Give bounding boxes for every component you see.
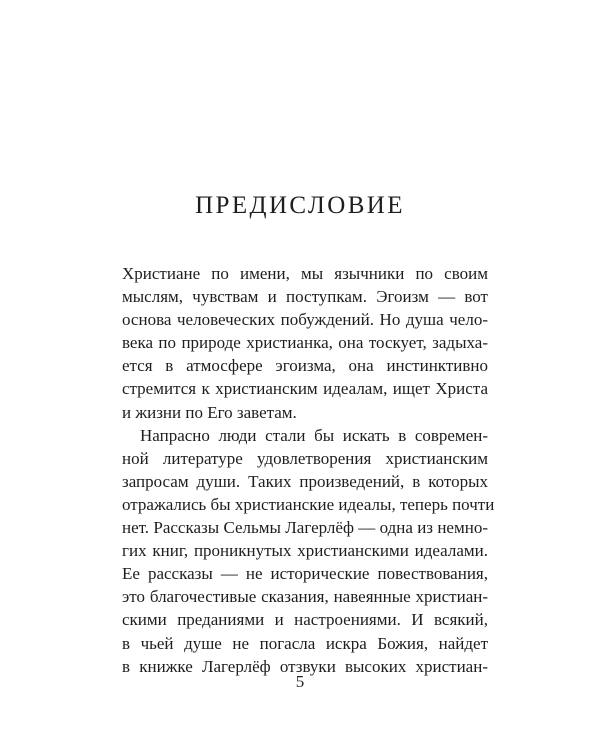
text-line: основа человеческих побуждений. Но душа чело- [122, 310, 488, 330]
body-text [122, 262, 495, 678]
text-line: века по природе христианка, она тоскует, задыха- [122, 333, 488, 353]
text-line: в чьей душе не погасла искра Божия, найдет [122, 633, 488, 653]
text-line: запросам души. Таких произведений, в которых [122, 471, 488, 491]
text-line: это благочестивые сказания, навеянные христиан- [122, 587, 488, 607]
text-line: Ее рассказы — не исторические повествования, [122, 564, 488, 584]
text-line: отражались бы христианские идеалы, теперь почти [122, 494, 495, 514]
text-line: ется в атмосфере эгоизма, она инстинктивно [122, 356, 488, 376]
text-line: в книжке Лагерлёф отзвуки высоких христиан- [122, 656, 488, 676]
text-line: нет. Рассказы Сельмы Лагерлёф — одна из немно- [122, 518, 488, 538]
text-line: Напрасно люди стали бы искать в современ- [140, 425, 488, 445]
text-line: скими преданиями и настроениями. И всякий, [122, 610, 488, 630]
text-line: гих книг, проникнутых христианскими идеалами. [122, 541, 488, 561]
text-line: Христиане по имени, мы язычники по своим [122, 264, 488, 283]
text-line: ной литературе удовлетворения христианским [122, 448, 488, 468]
text-line: мыслям, чувствам и поступкам. Эгоизм — вот [122, 287, 488, 307]
page-number: 5 [295, 672, 305, 691]
text-line: стремится к христианским идеалам, ищет Христа [122, 379, 488, 399]
text-line: и жизни по Его заветам. [122, 402, 297, 422]
chapter-title: ПРЕДИСЛОВИЕ [195, 192, 405, 219]
